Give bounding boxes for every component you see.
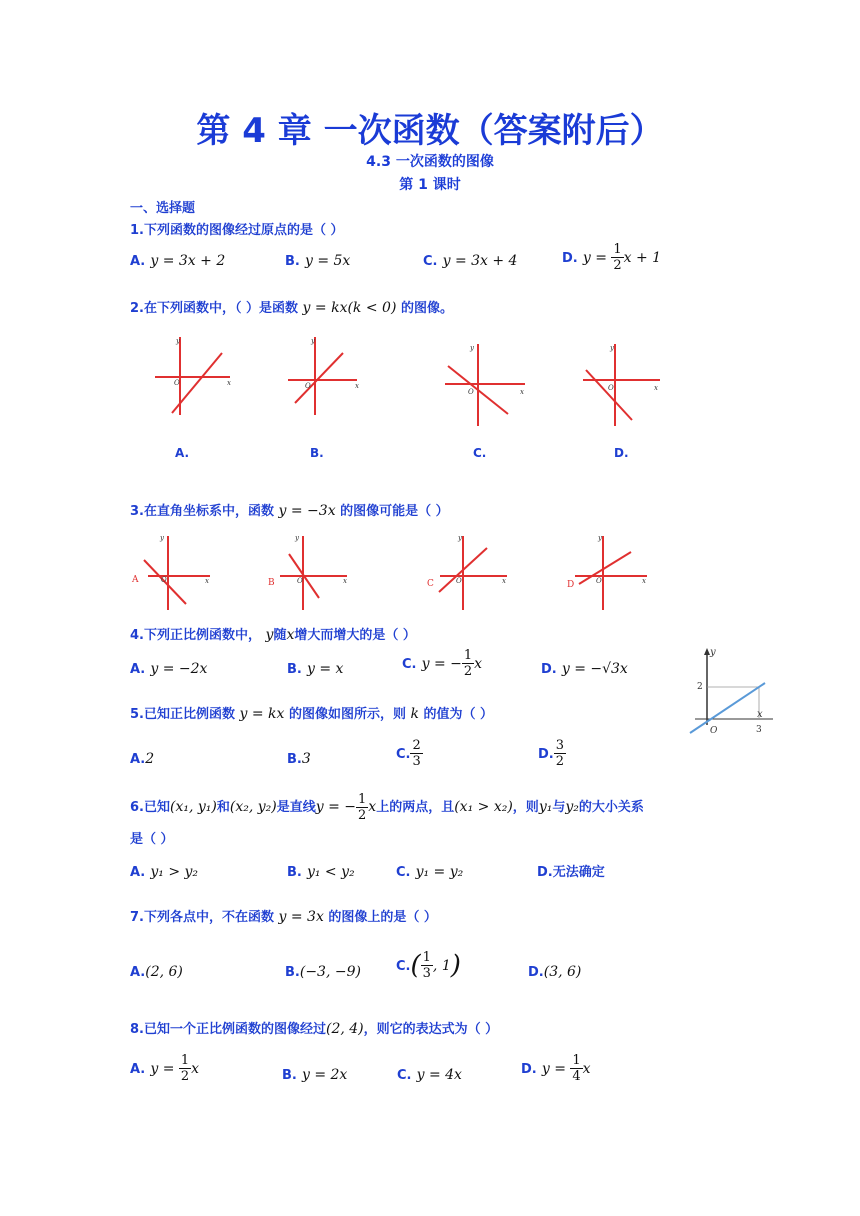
fraction: $\frac{1}{2}$ <box>180 1053 190 1084</box>
lesson-label: 第 1 课时 <box>399 177 461 193</box>
svg-text:x: x <box>205 577 209 585</box>
question-4-option-d[interactable]: D. y = −√3x <box>541 661 628 677</box>
x-tick-label: 3 <box>756 725 762 735</box>
graph-option-letter: C <box>427 579 434 589</box>
svg-text:x: x <box>227 379 231 387</box>
question-1-option-c[interactable]: C. y = 3x + 4 <box>423 253 518 269</box>
graph-option-letter: D <box>567 580 575 590</box>
question-6-option-d[interactable]: D.无法确定 <box>537 865 605 880</box>
question-6-stem-line2: 是（ ） <box>130 832 174 847</box>
question-3-graph-b[interactable] <box>265 530 360 612</box>
svg-text:y: y <box>458 534 462 542</box>
section-subtitle: 4.3 一次函数的图像 <box>366 154 494 170</box>
question-7-option-d[interactable]: D.(3, 6) <box>528 964 582 980</box>
question-3-graph-c[interactable] <box>425 530 520 612</box>
fraction: $\frac{2}{3}$ <box>412 738 421 769</box>
svg-text:O: O <box>596 577 602 585</box>
fraction: $\frac{1}{2}$ <box>463 648 473 679</box>
section-heading: 一、选择题 <box>130 201 196 216</box>
question-2-graph-d[interactable] <box>580 340 675 430</box>
svg-text:y: y <box>470 344 474 352</box>
question-2-label-c: C. <box>473 446 487 460</box>
question-7-option-c[interactable]: C.( $\frac{1}{3}$ , 1) <box>396 950 461 981</box>
question-1-option-d[interactable]: D. y = $\frac{1}{2}$ x + 1 <box>562 242 662 273</box>
svg-text:x: x <box>520 388 524 396</box>
question-8-stem: 8.已知一个正比例函数的图像经过(2, 4)，则它的表达式为（ ） <box>130 1021 499 1037</box>
question-2-graph-b[interactable] <box>285 335 375 417</box>
svg-text:x: x <box>343 577 347 585</box>
question-4-option-a[interactable]: A. y = −2x <box>130 661 208 677</box>
question-5-option-b[interactable]: B.3 <box>287 751 311 767</box>
y-tick-label: 2 <box>697 682 703 692</box>
axis-x-label: x <box>757 709 763 720</box>
question-5-option-a[interactable]: A.2 <box>130 751 155 767</box>
question-4-stem: 4.下列正比例函数中， y随x增大而增大的是（ ） <box>130 627 416 643</box>
svg-text:O: O <box>174 379 180 387</box>
question-2-label-b: B. <box>310 446 324 460</box>
svg-text:O: O <box>161 576 167 584</box>
axis-y-label: y <box>710 647 716 658</box>
question-2-graph-a[interactable] <box>150 335 240 417</box>
svg-text:O: O <box>608 384 614 392</box>
question-4-option-b[interactable]: B. y = x <box>287 661 344 677</box>
svg-text:O: O <box>468 388 474 396</box>
question-8-option-b[interactable]: B. y = 2x <box>282 1067 348 1083</box>
question-6-option-b[interactable]: B. y₁ < y₂ <box>287 864 355 880</box>
origin-label: O <box>710 726 718 736</box>
svg-text:y: y <box>311 337 315 345</box>
svg-text:O: O <box>456 577 462 585</box>
svg-text:y: y <box>598 534 602 542</box>
fraction: $\frac{1}{4}$ <box>572 1053 581 1084</box>
question-5-figure <box>685 645 780 740</box>
svg-text:O: O <box>305 382 311 390</box>
svg-text:x: x <box>502 577 506 585</box>
question-2-stem: 2.在下列函数中，（ ）是函数 y = kx(k < 0) 的图像。 <box>130 300 453 316</box>
question-8-option-c[interactable]: C. y = 4x <box>397 1067 462 1083</box>
svg-text:x: x <box>355 382 359 390</box>
question-1-option-b[interactable]: B. y = 5x <box>285 253 351 269</box>
fraction: $\frac{3}{2}$ <box>555 738 565 769</box>
svg-text:x: x <box>654 384 658 392</box>
fraction: $\frac{1}{2}$ <box>613 242 622 273</box>
svg-text:x: x <box>642 577 646 585</box>
question-8-option-d[interactable]: D. y = $\frac{1}{4}$ x <box>521 1053 591 1084</box>
question-7-option-b[interactable]: B.(−3, −9) <box>285 964 361 980</box>
fraction: $\frac{1}{2}$ <box>358 792 367 823</box>
question-5-option-d[interactable]: D. $\frac{3}{2}$ <box>538 738 565 769</box>
fraction: $\frac{1}{3}$ <box>422 950 431 981</box>
graph-option-letter: B <box>268 578 275 588</box>
svg-text:y: y <box>176 337 180 345</box>
svg-text:y: y <box>160 534 164 542</box>
question-3-graph-a[interactable] <box>130 530 225 612</box>
question-2-label-a: A. <box>175 446 190 460</box>
question-5-stem: 5.已知正比例函数 y = kx 的图像如图所示，则 k 的值为（ ） <box>130 706 494 722</box>
svg-text:y: y <box>610 344 614 352</box>
question-7-stem: 7.下列各点中，不在函数 y = 3x 的图像上的是（ ） <box>130 909 437 925</box>
question-1-option-a[interactable]: A. y = 3x + 2 <box>130 253 226 269</box>
question-3-graph-d[interactable] <box>565 530 660 612</box>
question-2-label-d: D. <box>614 446 629 460</box>
question-8-option-a[interactable]: A. y = $\frac{1}{2}$ x <box>130 1053 200 1084</box>
svg-text:O: O <box>297 577 303 585</box>
question-4-option-c[interactable]: C. y = − $\frac{1}{2}$ x <box>402 648 483 679</box>
svg-text:y: y <box>295 534 299 542</box>
page-title: 第 4 章 一次函数（答案附后） <box>196 111 664 151</box>
question-6-option-c[interactable]: C. y₁ = y₂ <box>396 864 464 880</box>
question-2-graph-c[interactable] <box>440 340 535 430</box>
question-6-option-a[interactable]: A. y₁ > y₂ <box>130 864 199 880</box>
question-5-option-c[interactable]: C. $\frac{2}{3}$ <box>396 738 421 769</box>
graph-option-letter: A <box>132 575 139 585</box>
question-6-stem: 6.已知(x₁, y₁)和(x₂, y₂)是直线y = − $\frac{1}{2}$ x上的两点，且(x₁ > x₂)，则y₁与y₂的大小关系 <box>130 792 644 823</box>
question-7-option-a[interactable]: A.(2, 6) <box>130 964 183 980</box>
question-3-stem: 3.在直角坐标系中，函数 y = −3x 的图像可能是（ ） <box>130 503 449 519</box>
question-1-stem: 1.下列函数的图像经过原点的是（ ） <box>130 223 344 238</box>
